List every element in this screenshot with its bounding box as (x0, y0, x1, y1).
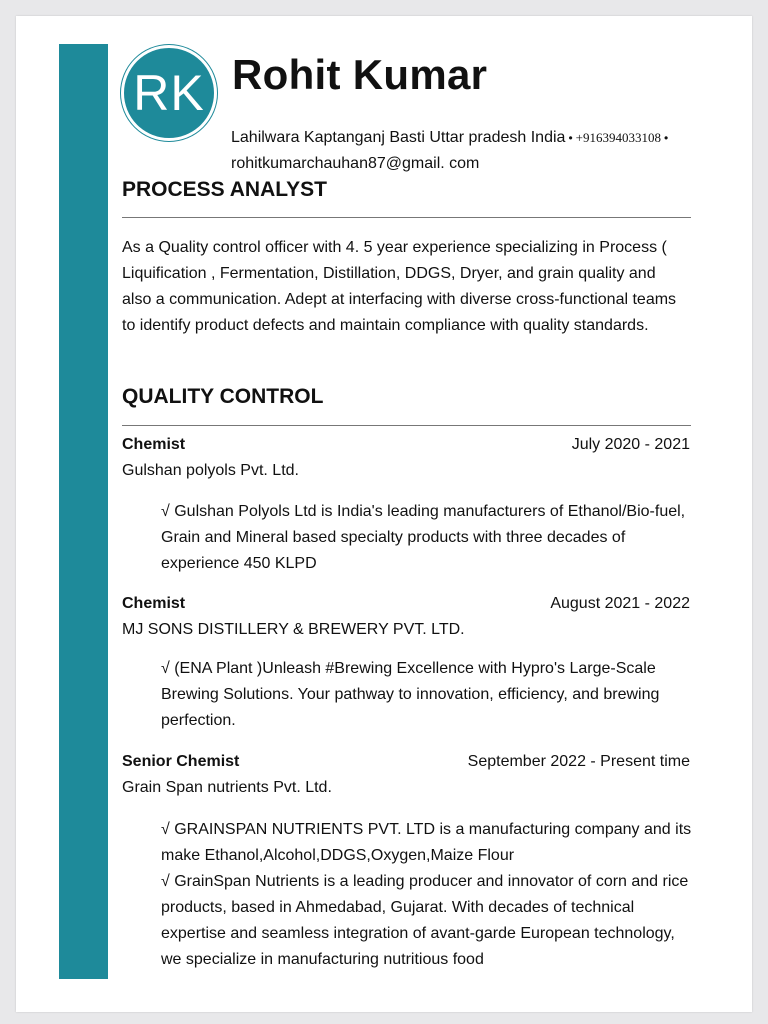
job-bullets (161, 817, 693, 973)
job-role: Chemist (122, 436, 186, 453)
avatar-initials: RK (133, 65, 205, 121)
job-bullets (161, 499, 686, 577)
job-bullet: √ GRAINSPAN NUTRIENTS PVT. LTD is a manufacturing company and its make Ethanol,Alcohol,DDGS,Oxygen,Maize Flour (161, 821, 692, 864)
job-company: Gulshan polyols Pvt. Ltd. (122, 462, 299, 479)
job-company: MJ SONS DISTILLERY & BREWERY PVT. LTD. (122, 621, 465, 638)
separator-dot: • (663, 131, 669, 145)
accent-sidebar-bar (59, 44, 108, 979)
section-title-experience: QUALITY CONTROL (122, 385, 324, 408)
job-date: September 2022 - Present time (467, 753, 690, 770)
email-text: rohitkumarchauhan87@gmail. com (231, 155, 480, 172)
separator-dot: • (568, 131, 573, 145)
profile-summary: As a Quality control officer with 4. 5 year experience specializing in Process ( Liquification , Fermentation, Distillation, DDGS, Dryer, and grain quality and also a communication. Adept at interfacing with diverse cross-functional teams to identify product defects and maintain compliance with quality standards. (122, 239, 677, 334)
job-bullets (161, 656, 671, 734)
candidate-name: Rohit Kumar (232, 51, 488, 98)
job-bullet: √ GrainSpan Nutrients is a leading producer and innovator of corn and rice products, based in Ahmedabad, Gujarat. With decades of technical expertise and seamless integration of avant-garde European technology, we specialize in manufacturing nutritious food (161, 873, 689, 968)
job-company: Grain Span nutrients Pvt. Ltd. (122, 779, 332, 796)
contact-info (231, 125, 731, 177)
section-divider (122, 425, 691, 426)
job-date: August 2021 - 2022 (550, 595, 690, 612)
job-role: Senior Chemist (122, 753, 240, 770)
phone-text: +916394033108 (575, 130, 661, 145)
initials-avatar (121, 45, 217, 141)
job-bullet: √ (ENA Plant )Unleash #Brewing Excellence with Hypro's Large-Scale Brewing Solutions. Your pathway to innovation, efficiency, and brewing perfection. (161, 660, 660, 729)
job-role: Chemist (122, 595, 186, 612)
job-bullet: √ Gulshan Polyols Ltd is India's leading manufacturers of Ethanol/Bio-fuel, Grain and Mineral based specialty products with three decades of experience 450 KLPD (161, 503, 686, 572)
job-date: July 2020 - 2021 (571, 436, 690, 453)
section-title-profile: PROCESS ANALYST (122, 178, 327, 201)
address-text: Lahilwara Kaptanganj Basti Uttar pradesh India (231, 129, 566, 146)
section-divider (122, 217, 691, 218)
